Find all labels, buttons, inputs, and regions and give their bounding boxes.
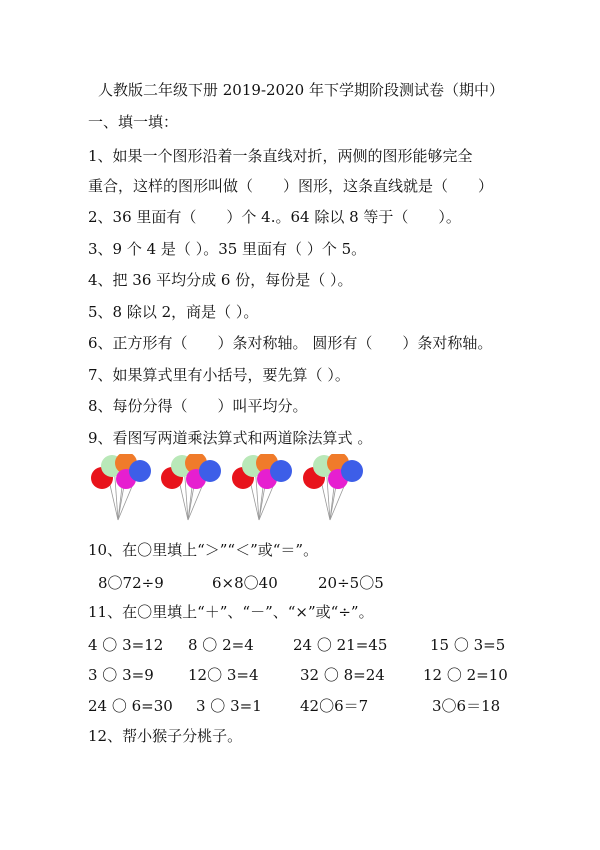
operator-expression: 32 〇 8=24 [300, 666, 385, 684]
operator-expression: 24 〇 21=45 [293, 636, 388, 654]
question-1-line-2: 重合，这样的图形叫做（ ）图形，这条直线就是（ ） [88, 177, 494, 195]
compare-expression-2: 6×8〇40 [212, 574, 278, 592]
operator-expression: 42〇6＝7 [300, 697, 369, 715]
question-10: 10、在〇里填上“＞”“＜”或“＝”。 [88, 541, 319, 559]
question-11: 11、在〇里填上“＋”、“－”、“×”或“÷”。 [88, 603, 374, 621]
question-9: 9、看图写两道乘法算式和两道除法算式 。 [88, 429, 373, 447]
question-2: 2、36 里面有（ ）个 4.。64 除以 8 等于（ ）。 [88, 208, 461, 226]
operator-expression: 3 〇 3=9 [88, 666, 154, 684]
question-7: 7、如果算式里有小括号，要先算（ ）。 [88, 366, 350, 384]
operator-expression: 24 〇 6=30 [88, 697, 173, 715]
page-title: 人教版二年级下册 2019-2020 年下学期阶段测试卷（期中） [98, 81, 504, 99]
compare-expression-3: 20÷5〇5 [318, 574, 384, 592]
operator-expression: 12 〇 2=10 [423, 666, 508, 684]
operator-expression: 8 〇 2=4 [188, 636, 254, 654]
balloon-groups-illustration [88, 454, 388, 526]
operator-expression: 3〇6＝18 [432, 697, 501, 715]
operator-expression: 4 〇 3=12 [88, 636, 164, 654]
question-4: 4、把 36 平均分成 6 份，每份是（ ）。 [88, 271, 353, 289]
question-6: 6、正方形有（ ）条对称轴。 圆形有（ ）条对称轴。 [88, 334, 493, 352]
question-12: 12、帮小猴子分桃子。 [88, 727, 243, 745]
operator-expression: 15 〇 3=5 [430, 636, 506, 654]
question-5: 5、8 除以 2，商是（ ）。 [88, 303, 259, 321]
balloon-group [91, 454, 151, 520]
section-heading: 一、填一填： [88, 113, 179, 131]
operator-expression: 12〇 3=4 [188, 666, 259, 684]
operator-expression: 3 〇 3=1 [196, 697, 262, 715]
compare-expression-1: 8〇72÷9 [98, 574, 164, 592]
question-8: 8、每份分得（ ）叫平均分。 [88, 397, 308, 415]
question-1-line-1: 1、如果一个图形沿着一条直线对折，两侧的图形能够完全 [88, 147, 473, 165]
question-3: 3、9 个 4 是（ ）。35 里面有（ ）个 5。 [88, 240, 367, 258]
